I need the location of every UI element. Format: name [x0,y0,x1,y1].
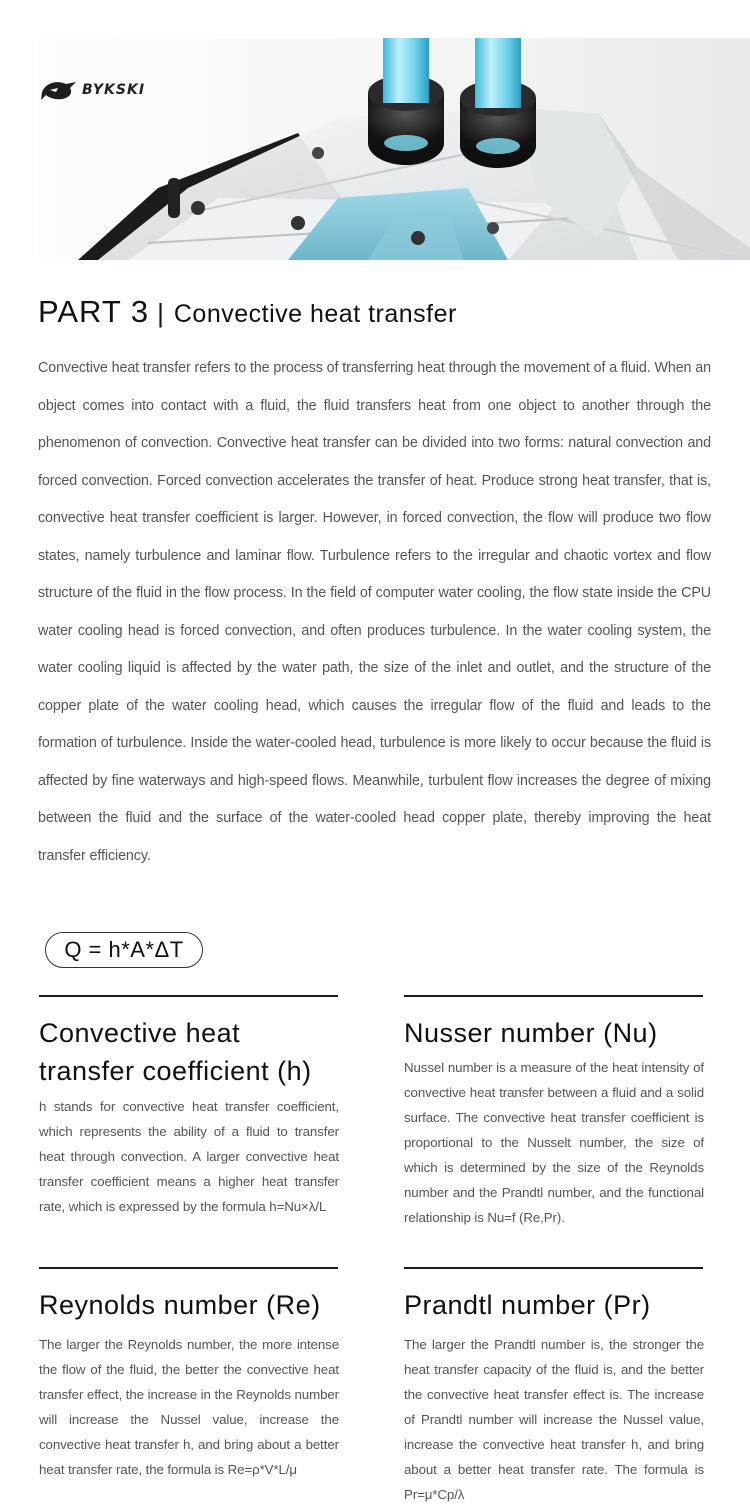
card-body: h stands for convective heat transfer coefficient, which represents the ability of a fluid to transfer heat through convection. A larger convective heat transfer coefficient means a higher heat transfer rate, which is expressed by the formula h=Nu×λ/L [39,1099,339,1214]
card-convective-coefficient [39,995,339,1219]
card-divider [39,1267,338,1269]
card-body: Nussel number is a measure of the heat intensity of convective heat transfer between a fluid and a solid surface. The convective heat transfer coefficient is proportional to the Nusselt number, the size of which is determined by the size of the Reynolds number and the Prandtl number, and the functional relationship is Nu=f (Re,Pr). [404,1060,704,1225]
card-divider [404,995,703,997]
card-title: Convective heat transfer coefficient (h) [39,1018,312,1086]
part-label: PART 3 [38,294,150,329]
card-body: The larger the Prandtl number is, the stronger the heat transfer capacity of the fluid is, and the better the convective heat transfer effect is. The increase of Prandtl number will increase the Nussel value, increase the convective heat transfer h, and bring about a better heat transfer rate. The formula is Pr=μ*Cp/λ [404,1337,704,1502]
card-divider [39,995,338,997]
brand-logo [40,78,145,102]
card-title: Reynolds number (Re) [39,1290,321,1320]
formula-badge: Q = h*A*ΔT [45,932,203,968]
card-reynolds-number [39,1267,339,1482]
water-block-icon [38,38,750,260]
card-prandtl-number [404,1267,704,1507]
heading-separator: | [157,298,164,328]
section-heading [38,294,457,330]
dragon-logo-icon [40,78,78,102]
card-body: The larger the Reynolds number, the more intense the flow of the fluid, the better the convective heat transfer effect, the increase in the Reynolds number will increase the Nussel value, increase the convective heat transfer h, and bring about a better heat transfer rate, the formula is Re=ρ*V*L/μ [39,1337,339,1477]
card-title: Prandtl number (Pr) [404,1290,651,1320]
intro-paragraph: Convective heat transfer refers to the process of transferring heat through the movement of a fluid. When an object comes into contact with a fluid, the fluid transfers heat from one object to another through the phenomenon of convection. Convective heat transfer can be divided into two forms: natural convection and forced convection. Forced convection accelerates the transfer of heat. Produce strong heat transfer, that is, convective heat transfer coefficient is larger. However, in forced convection, the flow will produce two flow states, namely turbulence and laminar flow. Turbulence refers to the irregular and chaotic vortex and flow structure of the fluid in the flow process. In the field of computer water cooling, the flow state inside the CPU water cooling head is forced convection, and often produces turbulence. In the water cooling system, the water cooling liquid is affected by the water path, the size of the inlet and outlet, and the structure of the copper plate of the water cooling head, which causes the irregular flow of the fluid and leads to the formation of turbulence. Inside the water-cooled head, turbulence is more likely to occur because the fluid is affected by fine waterways and high-speed flows. Meanwhile, turbulent flow increases the degree of mixing between the fluid and the surface of the water-cooled head copper plate, thereby improving the heat transfer efficiency. [38,360,711,864]
card-nusselt-number [404,995,704,1230]
logo-text: BYKSKI [82,82,146,98]
part-title: Convective heat transfer [173,300,457,328]
card-divider [404,1267,703,1269]
hero-product-image [38,38,750,260]
card-title: Nusser number (Nu) [404,1018,658,1048]
